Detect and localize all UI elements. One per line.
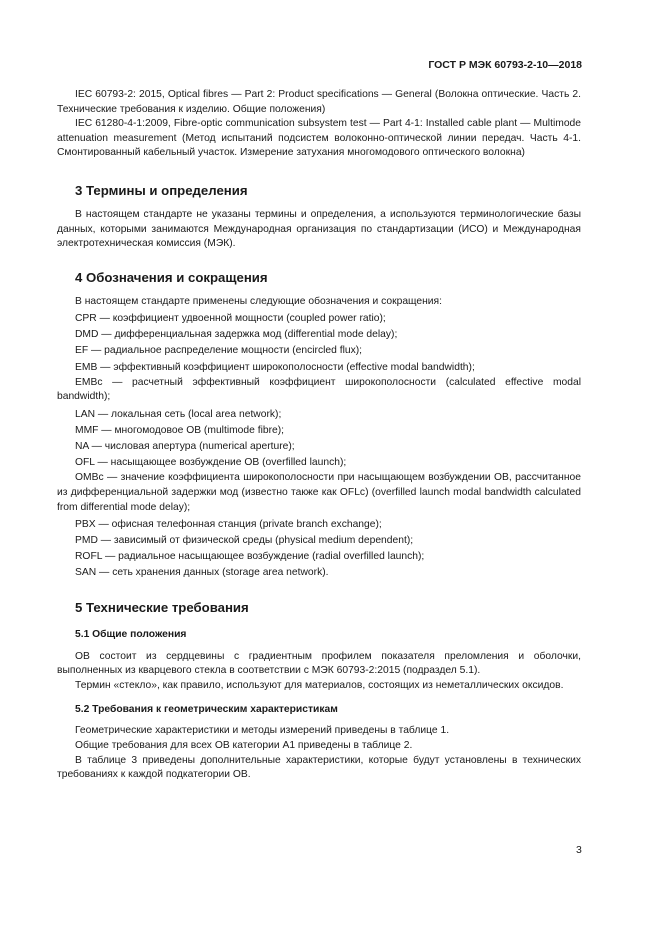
abbreviation-item: PMD — зависимый от физической среды (physical medium dependent);	[75, 534, 414, 546]
abbreviation-item: ROFL — радиальное насыщающее возбуждение (radial overfilled launch);	[75, 551, 425, 563]
page-number: 3	[576, 844, 582, 856]
abbreviation-item: CPR — коэффициент удвоенной мощности (coupled power ratio);	[75, 312, 386, 324]
section-5-2-heading: 5.2 Требования к геометрическим характеристикам	[75, 704, 338, 716]
section-5-2-para: Общие требования для всех ОВ категории А1 приведены в таблице 2.	[75, 739, 413, 751]
section-3-heading: 3 Термины и определения	[75, 182, 248, 198]
abbreviation-list	[57, 311, 581, 582]
abbreviation-item: EMB — эффективный коэффициент широкополосности (effective modal bandwidth);	[75, 361, 475, 373]
section-5-1-heading: 5.1 Общие положения	[75, 628, 187, 640]
section-5-1-para: ОВ состоит из сердцевины с градиентным профилем показателя преломления и оболочки, выполненных из кварцевого стекла в соответствии с МЭК 60793-2:2015 (подраздел 5.1).	[57, 650, 581, 677]
section-5-heading: 5 Технические требования	[75, 599, 249, 615]
abbreviation-item: NA — числовая апертура (numerical aperture);	[75, 440, 295, 452]
section-4-heading: 4 Обозначения и сокращения	[75, 269, 268, 285]
page-content	[57, 88, 581, 783]
abbreviation-item: LAN — локальная сеть (local area network);	[75, 408, 282, 420]
abbreviation-item: OFL — насыщающее возбуждение ОВ (overfilled launch);	[75, 457, 347, 469]
abbreviation-item: MMF — многомодовое ОВ (multimode fibre);	[75, 424, 285, 436]
abbreviation-item: OMBc — значение коэффициента широкополосности при насыщающем возбуждении ОВ, рассчитанное из дифференциальной задержки мод (известно также как OFLc) (overfilled launch modal bandwidth calculated from differential mode delay);	[57, 472, 581, 513]
reference-iec-61280-4-1: IEC 61280-4-1:2009, Fibre-optic communication subsystem test — Part 4-1: Installed cable plant — Multimode attenuation measurement (Метод испытаний подсистем волоконно-оптической линии передач. Часть 4-1. Смонтированный кабельный участок. Измерение затухания многомодового оптического волокна)	[57, 118, 581, 159]
section-4-intro: В настоящем стандарте применены следующие обозначения и сокращения:	[75, 295, 442, 307]
document-code-header: ГОСТ Р МЭК 60793-2-10—2018	[428, 59, 582, 71]
abbreviation-item: DMD — дифференциальная задержка мод (differential mode delay);	[75, 329, 398, 341]
section-3-text: В настоящем стандарте не указаны термины и определения, а используются терминологические базы данных, которыми занимаются Международная организация по стандартизации (ИСО) и Международная электротехническая комиссия (МЭК).	[57, 208, 581, 250]
section-5-2-para: В таблице 3 приведены дополнительные характеристики, которые будут установлены в технических требованиях к каждой подкатегории ОВ.	[57, 754, 581, 781]
abbreviation-item: EMBc — расчетный эффективный коэффициент широкополосности (calculated effective modal bandwidth);	[57, 376, 581, 403]
abbreviation-item: EF — радиальное распределение мощности (encircled flux);	[75, 345, 363, 357]
abbreviation-item: SAN — сеть хранения данных (storage area network).	[75, 567, 329, 579]
abbreviation-item: PBX — офисная телефонная станция (private branch exchange);	[75, 518, 382, 530]
reference-iec-60793-2: IEC 60793-2: 2015, Optical fibres — Part 2: Product specifications — General (Волокна оптические. Часть 2. Технические требования к изделию. Общие положения)	[57, 89, 581, 115]
section-5-1-para: Термин «стекло», как правило, используют для материалов, состоящих из неметаллических оксидов.	[75, 679, 564, 691]
section-5-2-para: Геометрические характеристики и методы измерений приведены в таблице 1.	[75, 725, 450, 737]
